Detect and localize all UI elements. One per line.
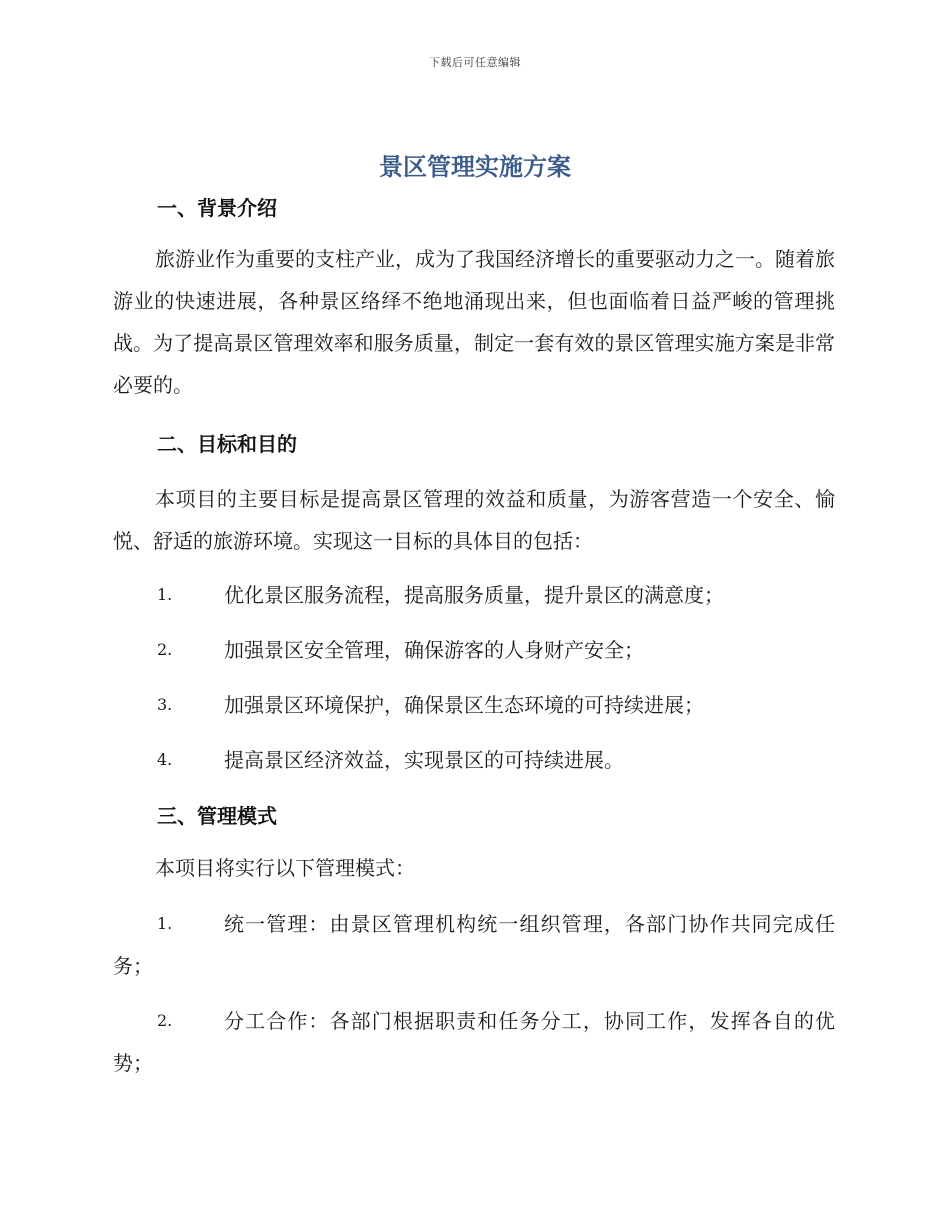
section-paragraph-management-mode: 本项目将实行以下管理模式：	[155, 856, 415, 880]
list-item-text: 分工合作：各部门根据职责和任务分工，协同工作，发挥各自的优势；	[113, 1009, 835, 1075]
header-note: 下载后可任意编辑	[429, 56, 521, 69]
section-heading-goals: 二、目标和目的	[157, 432, 297, 456]
list-item-number: 4.	[157, 750, 173, 769]
list-item-text: 统一管理：由景区管理机构统一组织管理，各部门协作共同完成任务；	[113, 912, 835, 978]
list-item	[113, 903, 835, 987]
list-item-number: 1.	[157, 914, 173, 933]
list-item-text: 加强景区安全管理，确保游客的人身财产安全；	[224, 638, 644, 662]
list-item-text: 加强景区环境保护，确保景区生态环境的可持续进展；	[224, 693, 704, 717]
list-item-number: 2.	[157, 640, 173, 659]
section-paragraph-goals: 本项目的主要目标是提高景区管理的效益和质量，为游客营造一个安全、愉悦、舒适的旅游环境。实现这一目标的具体目的包括：	[113, 487, 835, 553]
list-item	[113, 739, 835, 781]
list-item	[113, 629, 835, 671]
list-item	[113, 574, 835, 616]
section-heading-management-mode: 三、管理模式	[157, 804, 277, 828]
list-item-number: 1.	[157, 585, 173, 604]
section-paragraph-background: 旅游业作为重要的支柱产业，成为了我国经济增长的重要驱动力之一。随着旅游业的快速进展，各种景区络绎不绝地涌现出来，但也面临着日益严峻的管理挑战。为了提高景区管理效率和服务质量，制定一套有效的景区管理实施方案是非常必要的。	[113, 247, 835, 397]
section-heading-background: 一、背景介绍	[157, 196, 277, 220]
list-item	[113, 684, 835, 726]
list-item-text: 优化景区服务流程，提高服务质量，提升景区的满意度；	[224, 583, 724, 607]
list-item	[113, 1000, 835, 1084]
document-title: 景区管理实施方案	[379, 153, 571, 181]
list-item-text: 提高景区经济效益，实现景区的可持续进展。	[224, 748, 624, 772]
list-item-number: 2.	[157, 1011, 173, 1030]
list-item-number: 3.	[157, 695, 173, 714]
